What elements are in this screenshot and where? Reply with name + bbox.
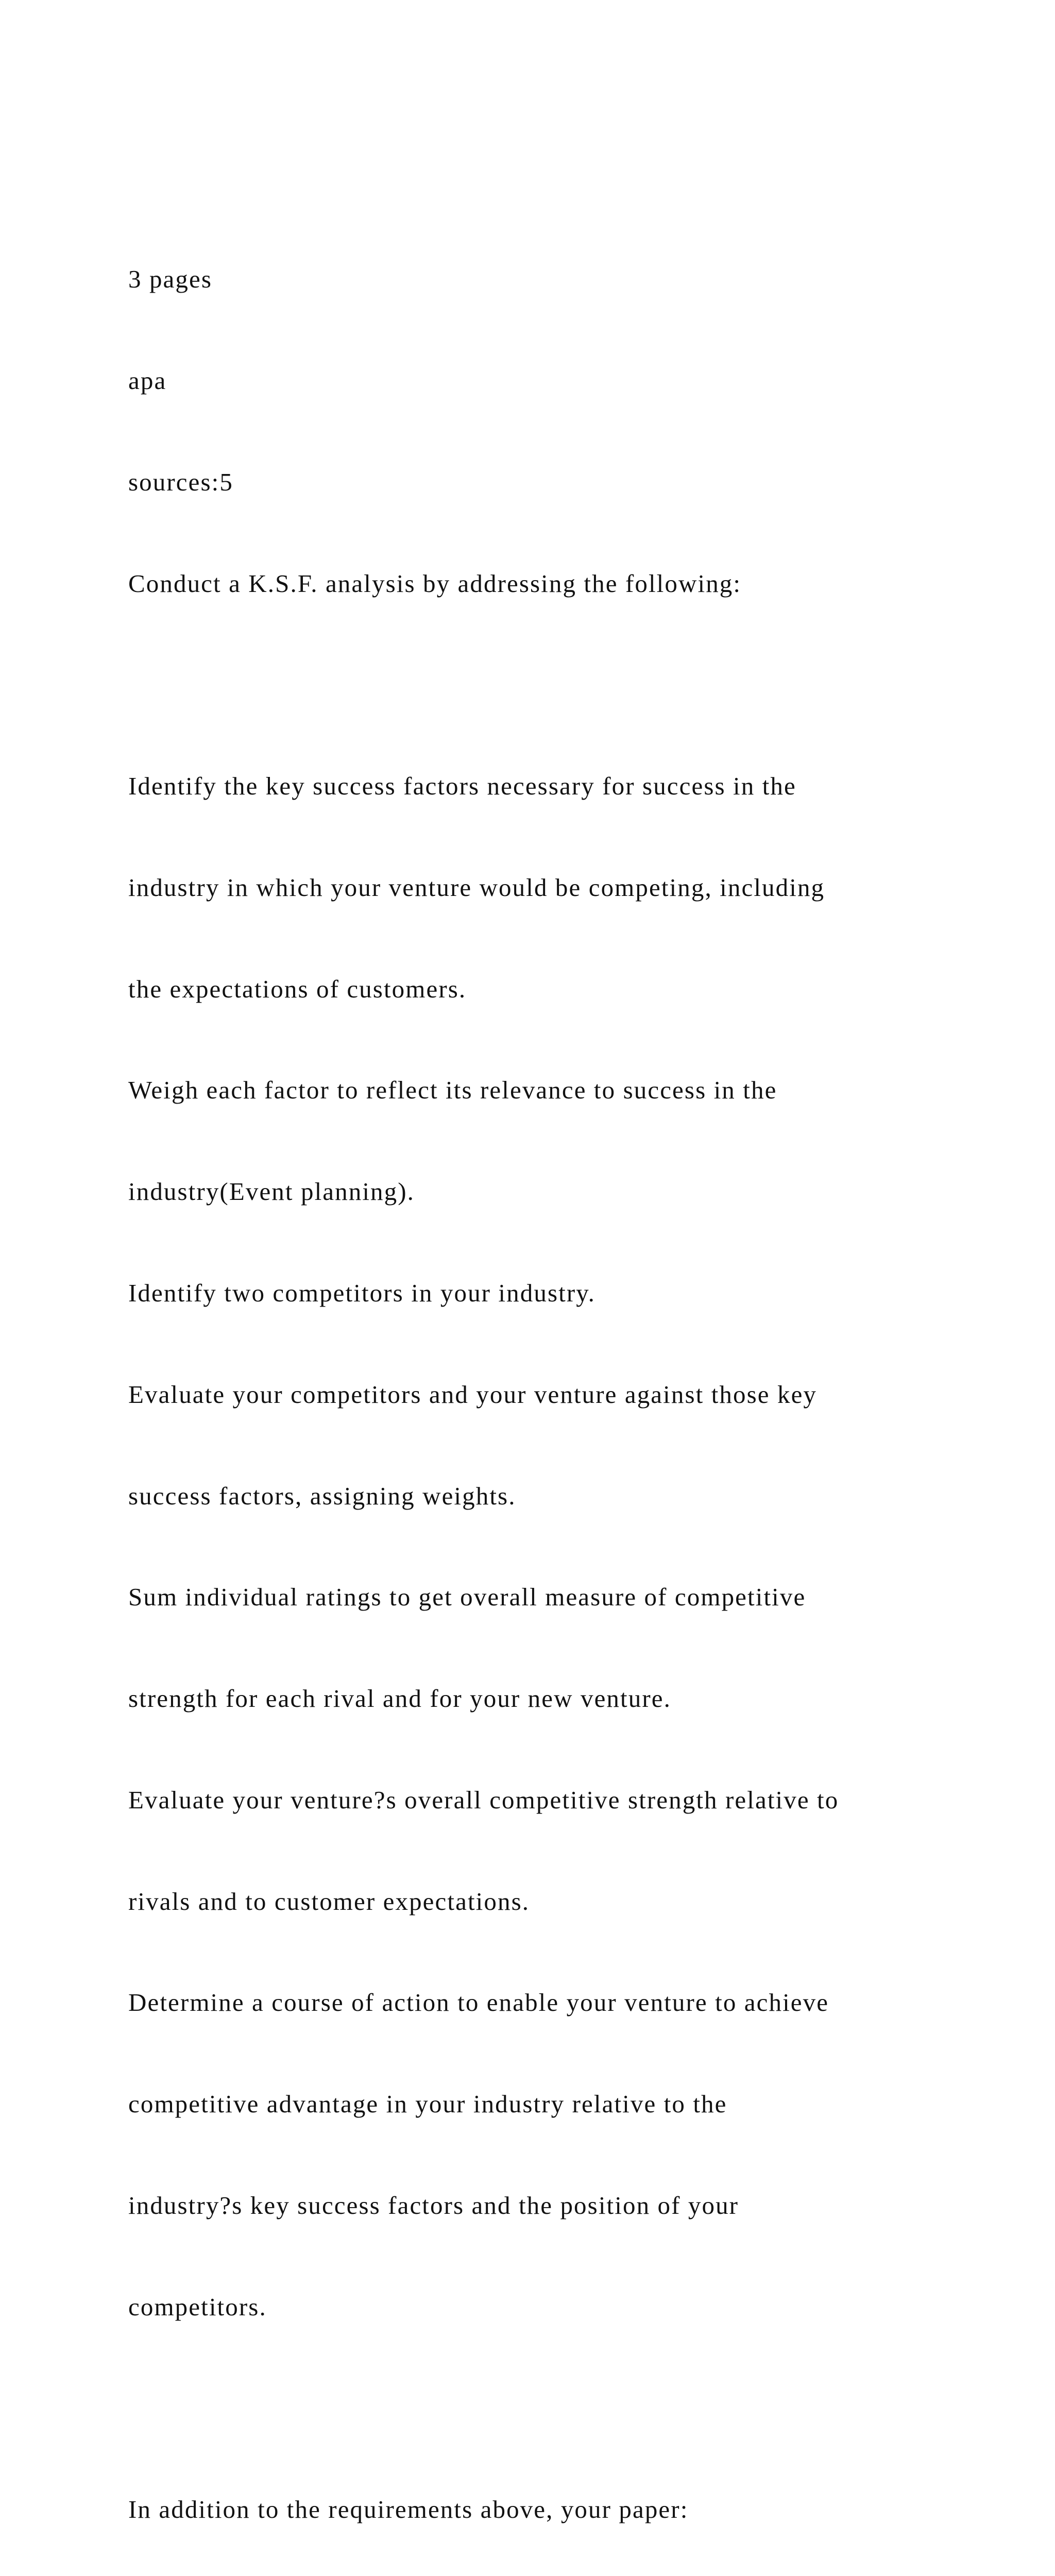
line-sources: sources:5 — [128, 467, 233, 496]
text-line: strength for each rival and for your new venture. — [128, 1684, 671, 1713]
text-line: Determine a course of action to enable your venture to achieve — [128, 1988, 829, 2017]
text-line: Evaluate your competitors and your venture against those key — [128, 1380, 818, 1409]
text-line: success factors, assigning weights. — [128, 1481, 516, 1510]
text-line: competitors. — [128, 2292, 267, 2321]
line-format: apa — [128, 366, 167, 395]
text-line: industry?s key success factors and the position of your — [128, 2191, 739, 2220]
text-line: industry in which your venture would be competing, including — [128, 873, 825, 902]
line-instruction: Conduct a K.S.F. analysis by addressing the following: — [128, 569, 742, 598]
text-line: Sum individual ratings to get overall measure of competitive — [128, 1583, 806, 1612]
text-line: the expectations of customers. — [128, 974, 467, 1003]
blank-line — [128, 2392, 1004, 2426]
text-line: industry(Event planning). — [128, 1177, 415, 1206]
document-body — [128, 195, 1004, 2576]
text-line: Weigh each factor to reflect its relevance to success in the — [128, 1076, 777, 1105]
text-line: Identify two competitors in your industry. — [128, 1279, 596, 1307]
line-pages: 3 pages — [128, 265, 213, 294]
text-line: Evaluate your venture?s overall competitive strength relative to — [128, 1785, 839, 1814]
text-line: Identify the key success factors necessary for success in the — [128, 772, 796, 801]
requirements-intro: In addition to the requirements above, your paper: — [128, 2495, 689, 2524]
text-line: rivals and to customer expectations. — [128, 1887, 530, 1916]
blank-line — [128, 668, 1004, 702]
text-line: competitive advantage in your industry relative to the — [128, 2090, 727, 2119]
